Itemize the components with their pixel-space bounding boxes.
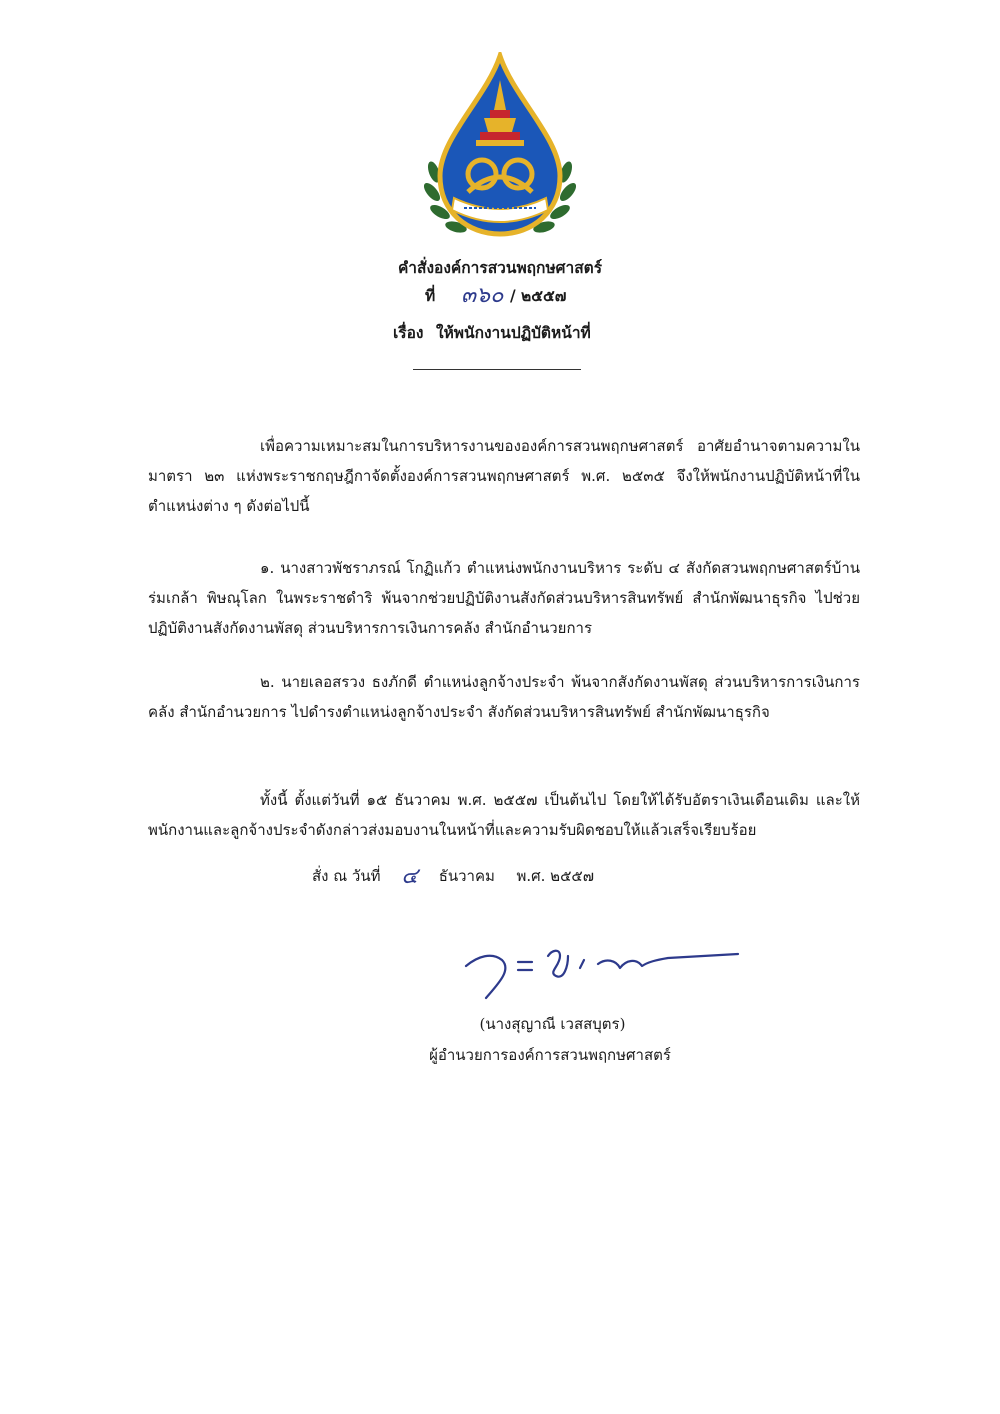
signer-name: (นางสุญาณี เวสสบุตร) [479,1015,626,1033]
emblem-logo [420,52,580,240]
order-date-prefix: สั่ง ณ วันที่ [312,867,381,885]
header-divider [413,369,581,370]
signature-icon [456,926,746,1006]
paragraph-item-1: ๑. นางสาวพัชราภรณ์ โกฏิแก้ว ตำแหน่งพนักงานบริหาร ระดับ ๔ สังกัดสวนพฤกษศาสตร์บ้านร่มเกล้า พิษณุโลก ในพระราชดำริ พ้นจากช่วยปฏิบัติงานสังกัดส่วนบริหารสินทรัพย์ สำนักพัฒนาธุรกิจ ไปช่วยปฏิบัติงานสังกัดงานพัสดุ ส่วนบริหารการเงินการคลัง สำนักอำนวยการ [148,559,860,637]
order-date-day-handwritten: ๔ [401,864,418,889]
paragraph-intro: เพื่อความเหมาะสมในการบริหารงานขององค์การสวนพฤกษศาสตร์ อาศัยอำนาจตามความในมาตรา ๒๓ แห่งพระราชกฤษฎีกาจัดตั้งองค์การสวนพฤกษศาสตร์ พ.ศ. ๒๕๓๕ จึงให้พนักงานปฏิบัติหน้าที่ในตำแหน่งต่าง ๆ ดังต่อไปนี้ [148,437,860,515]
order-date-month: ธันวาคม [438,867,495,885]
order-date [312,856,594,891]
subject-text: ให้พนักงานปฏิบัติหน้าที่ [436,323,591,342]
order-number-handwritten: ๓๖๐ [461,283,504,308]
order-date-year: พ.ศ. ๒๕๕๗ [516,867,595,885]
signer-title: ผู้อำนวยการองค์การสวนพฤกษศาสตร์ [429,1046,671,1064]
order-number-label: ที่ [425,286,436,305]
order-number-year: / ๒๕๕๗ [510,286,567,305]
paragraph-effective: ทั้งนี้ ตั้งแต่วันที่ ๑๕ ธันวาคม พ.ศ. ๒๕๕๗ เป็นต้นไป โดยให้ได้รับอัตราเงินเดือนเดิม และให้พนักงานและลูกจ้างประจำดังกล่าวส่งมอบงานในหน้าที่และความรับผิดชอบให้แล้วเสร็จเรียบร้อย [148,791,860,839]
paragraph-item-2: ๒. นายเลอสรวง ธงภักดี ตำแหน่งลูกจ้างประจำ พ้นจากสังกัดงานพัสดุ ส่วนบริหารการเงินการคลัง สำนักอำนวยการ ไปดำรงตำแหน่งลูกจ้างประจำ สังกัดส่วนบริหารสินทรัพย์ สำนักพัฒนาธุรกิจ [148,673,860,721]
subject-label: เรื่อง [393,323,424,342]
order-title-text: คำสั่งองค์การสวนพฤกษศาสตร์ [397,258,603,277]
